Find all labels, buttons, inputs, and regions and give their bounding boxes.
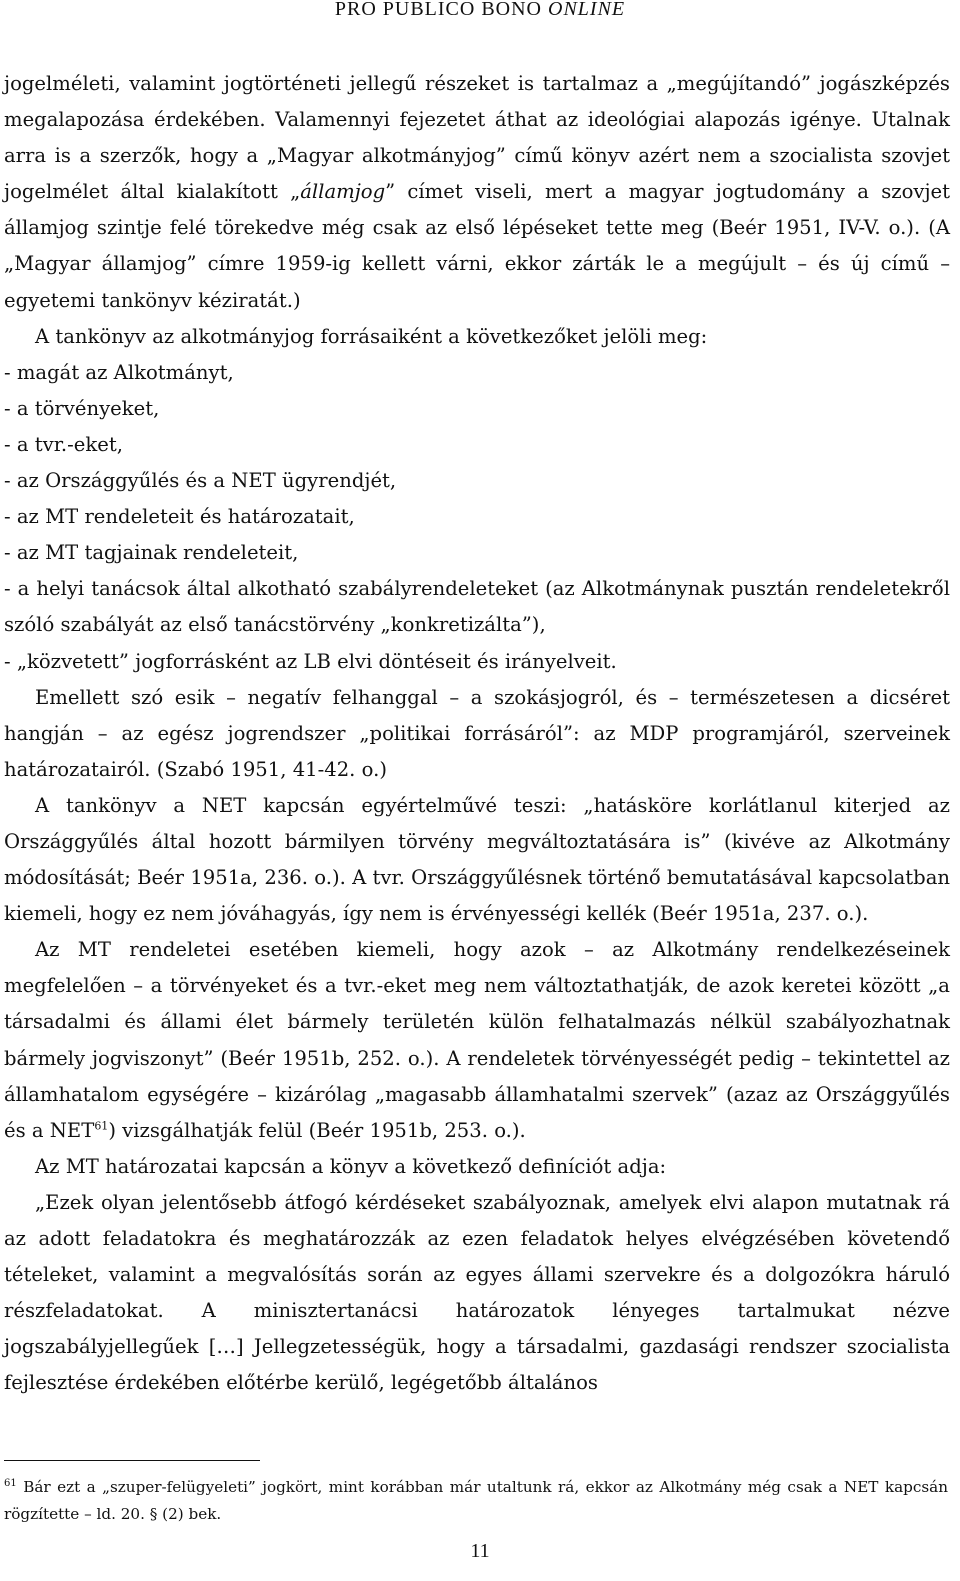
paragraph-1-part-a: jogelméleti, valamint jogtörténeti jellegű részeket is tartalmaz a „megújítandó” jogászképzés megalapozása érdekében. Valamennyi fejezetet áthat az ideológiai alapozás igénye. Utalnak arra is a szerzők, hogy a „Magyar alkotmányjog” című könyv azért nem a szocialista szovjet jogelmélet által kialakított „ [4,72,950,204]
list-item: - a helyi tanácsok által alkotható szabályrendeleteket (az Alkotmánynak pusztán rendeletekről szóló szabályát az első tanácstörvény „konkretizálta”), [4,577,950,637]
paragraph-1-part-b: ” címet viseli, mert a magyar jogtudomány a szovjet államjog szintje felé törekedve még csak az első lépéseket tette meg (Beér 1951, IV-V. o.). (A „Magyar államjog” címre 1959-ig kellett várni, ekkor zárták le a megújult – és új című – egyetemi tankönyv kéziratát.) [4,180,950,312]
paragraph-3: Emellett szó esik – negatív felhanggal – a szokásjogról, és – természetesen a dicséret hangján – az egész jogrendszer „politikai forrásáról”: az MDP programjáról, szerveinek határozatairól. (Szabó 1951, 41-42. o.) [4,685,950,781]
list-item: - a tvr.-eket, [4,432,123,456]
paragraph-5-part-a: Az MT rendeletei esetében kiemeli, hogy azok – az Alkotmány rendelkezéseinek megfelelően – a törvényeket és a tvr.-eket meg nem változtathatják, de azok keretei között „a társadalmi és állami élet bármely területén külön felhatalmazás nélkül szabályozhatnak bármely jogviszonyt” (Beér 1951b, 252. o.). A rendeletek törvényességét pedig – tekintettel az államhatalom egységére – kizárólag „magasabb államhatalmi szervek” (azaz az Országgyűlés és a NET [4,938,950,1142]
list-item: - az MT rendeleteit és határozatait, [4,505,355,529]
paragraph-6: Az MT határozatai kapcsán a könyv a következő definíciót adja: [35,1154,667,1178]
list-item: - magát az Alkotmányt, [4,360,234,384]
footnote-marker: 61 [4,1477,17,1489]
body-text [4,66,950,1401]
footnote-reference[interactable]: 61 [94,1119,109,1133]
footnote-text: Bár ezt a „szuper-felügyeleti” jogkört, mint korábban már utaltunk rá, ekkor az Alkotmány még csak a NET kapcsán rögzítette – ld. 20. § (2) bek. [4,1478,948,1523]
paragraph-4: A tankönyv a NET kapcsán egyértelművé teszi: „hatásköre korlátlanul kiterjed az Országgyűlés által hozott bármilyen törvény megváltoztatására is” (kivéve az Alkotmány módosítását; Beér 1951a, 236. o.). A tvr. Országgyűlésnek történő bemutatásával kapcsolatban kiemeli, hogy ez nem jóváhagyás, így nem is érvényességi kellék (Beér 1951a, 237. o.). [4,793,950,926]
list-item: - az Országgyűlés és a NET ügyrendjét, [4,469,397,493]
running-header [0,0,960,21]
paragraph-1 [4,66,950,319]
quotation: „Ezek olyan jelentősebb átfogó kérdéseket szabályoznak, amelyek elvi alapon mutatnak rá az adott feladatokra és meghatározzák az ezen feladatok helyes elvégzésében követendő tételeket, valamint a megvalósítás során az egyes állami szervekre és a dolgozókra háruló részfeladatokat. A minisztertanácsi határozatok lényeges tartalmukat nézve jogszabályjellegűek […] Jellegzetességük, hogy a társadalmi, gazdasági rendszer szocialista fejlesztése érdekében előtérbe kerülő, legégetőbb általános [4,1190,950,1395]
journal-title: PRO PUBLICO BONO [334,0,543,20]
list-item: - a törvényeket, [4,396,160,420]
footnote [4,1474,948,1528]
footnote-separator [4,1460,260,1461]
journal-subtitle: ONLINE [548,0,626,20]
list-item: - az MT tagjainak rendeleteit, [4,541,299,565]
list-item: - „közvetett” jogforrásként az LB elvi döntéseit és irányelveit. [4,649,617,673]
italic-term: államjog [300,180,386,204]
paragraph-5 [4,932,950,1149]
paragraph-5-part-b: ) vizsgálhatják felül (Beér 1951b, 253. o.). [108,1118,526,1142]
paragraph-2: A tankönyv az alkotmányjog forrásaiként a következőket jelöli meg: [35,324,708,348]
page-number: 11 [470,1540,490,1562]
